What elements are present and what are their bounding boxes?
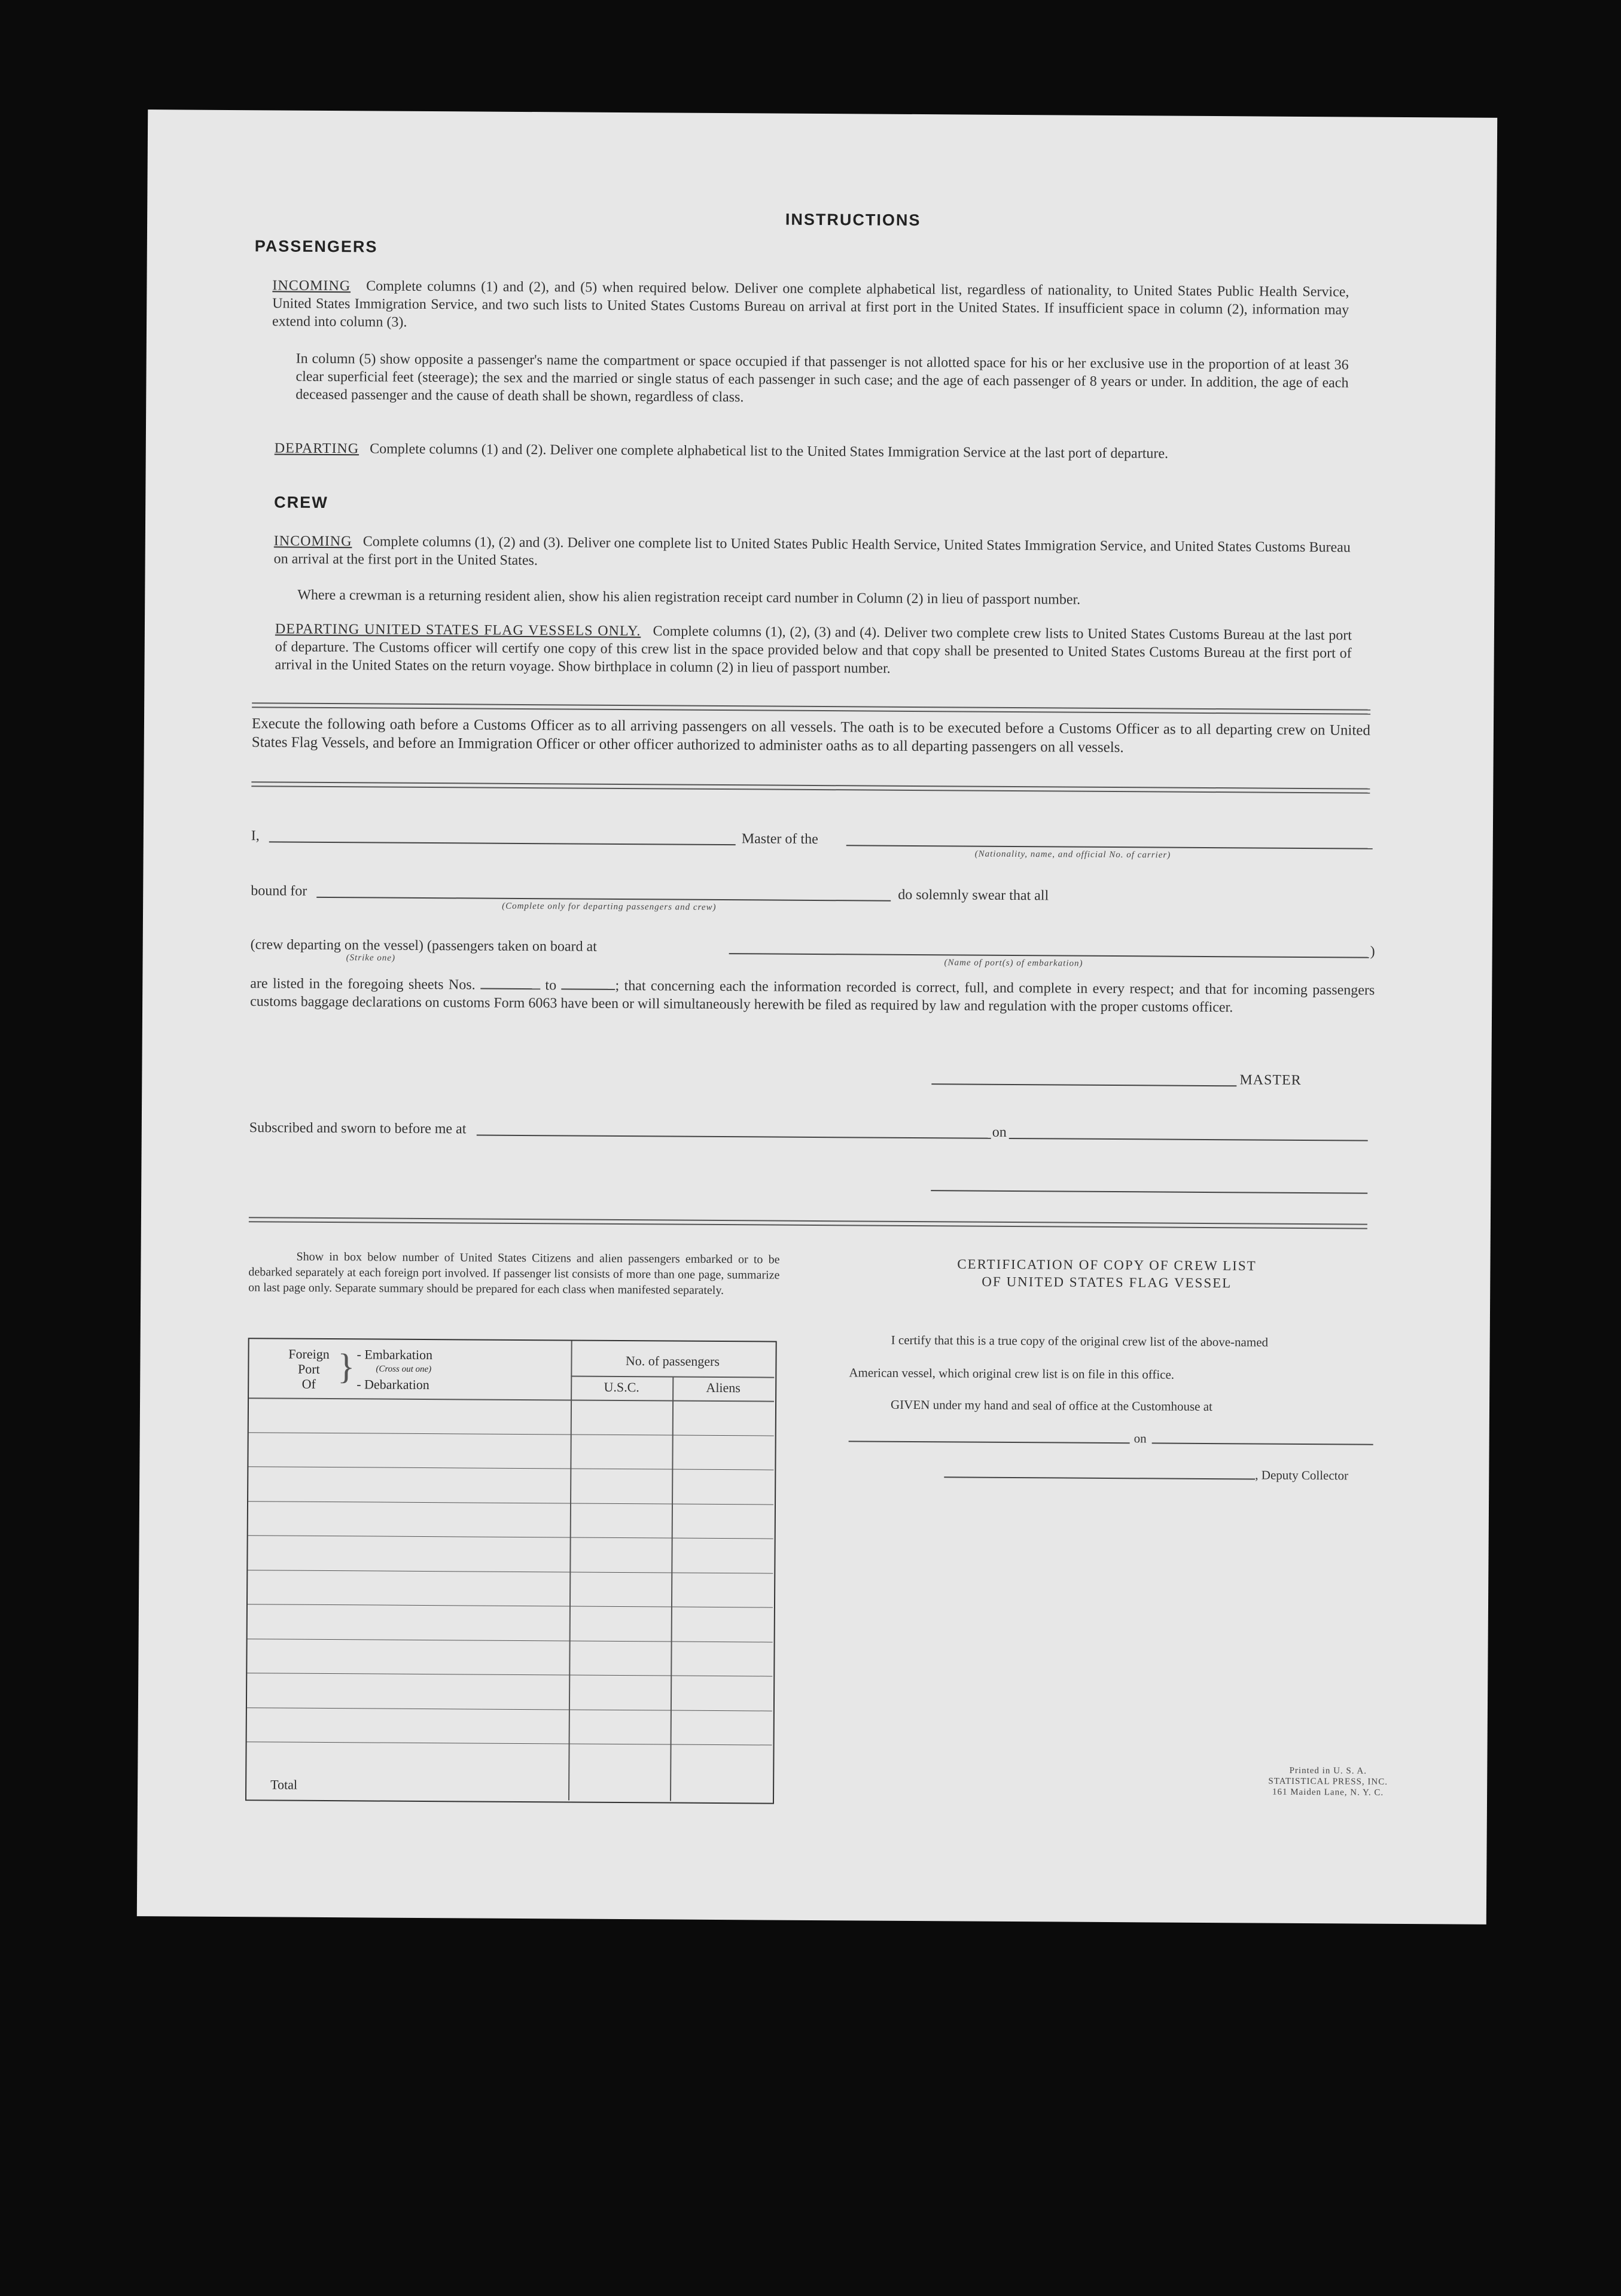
flag-vessels-paragraph: [275, 620, 1352, 680]
table-row-line: [248, 1604, 773, 1607]
printer-imprint: Printed in U. S. A. STATISTICAL PRESS, INC. 161 Maiden Lane, N. Y. C.: [1268, 1765, 1388, 1798]
crew-incoming-text: Complete columns (1), (2) and (3). Deliver one complete list to United States Public Health Service, United States Immigration Service, and United States Customs Bureau on arrival at the first port in the United States.: [273, 534, 1351, 569]
table-row-line: [248, 1570, 773, 1573]
oath-intro: Execute the following oath before a Customs Officer as to all arriving passengers on all vessels. The oath is to be executed before a Customs Officer as to all departing crew on United States Flag Vessels, and before an Immigration Officer or other officer authorized to administer oaths as to all departing passengers on all vessels.: [251, 715, 1371, 756]
table-row-line: [247, 1673, 772, 1676]
instructions-title: INSTRUCTIONS: [785, 210, 921, 230]
crew-heading: CREW: [274, 493, 328, 511]
divider-double: [249, 1217, 1367, 1229]
given-text: GIVEN under my hand and seal of office at the Customhouse at: [890, 1397, 1212, 1414]
listed-to: to: [545, 978, 557, 994]
incoming-text: Complete columns (1) and (2), and (5) when required below. Deliver one complete alphabetical list, regardless of nationality, to United States Public Health Service, United States Immigration Service, and two such lists to United States Customs Bureau on arrival at first port in the United States. If insufficient space in column (2), information may extend into column (3).: [272, 278, 1349, 330]
table-row-line: [248, 1639, 773, 1642]
oath-i-label: I,: [251, 828, 260, 844]
total-label: Total: [270, 1777, 298, 1792]
certify-text-2: American vessel, which original crew list is on file in this office.: [849, 1365, 1175, 1382]
divider-double: [252, 702, 1370, 714]
incoming-label: INCOMING: [272, 278, 351, 294]
table-row-line: [249, 1432, 774, 1436]
table-row-line: [247, 1741, 772, 1745]
master-of-label: Master of the: [741, 831, 818, 848]
bound-for-label: bound for: [251, 883, 307, 899]
deputy-collector-label: , Deputy Collector: [1255, 1467, 1349, 1483]
subscribed-place-field[interactable]: [477, 1135, 991, 1139]
table-row-line: [247, 1707, 772, 1711]
table-vline: [670, 1377, 674, 1801]
embarkation-port-field[interactable]: [729, 953, 1369, 958]
carrier-field[interactable]: [846, 845, 1373, 849]
close-paren: ): [1370, 943, 1375, 960]
brace-icon: }: [337, 1347, 355, 1387]
table-vline: [568, 1341, 572, 1800]
table-grid: [249, 1339, 776, 1342]
passengers-heading: PASSENGERS: [254, 237, 378, 256]
document-page: [137, 109, 1497, 1925]
aliens-header: Aliens: [706, 1380, 741, 1396]
foreign-port-of-label: Foreign Port Of: [288, 1346, 330, 1391]
listed-text-1: are listed in the foregoing sheets Nos.: [250, 976, 476, 993]
master-name-field[interactable]: [269, 841, 736, 845]
table-row-line: [248, 1466, 773, 1470]
table-row-line: [248, 1535, 773, 1539]
subscribed-on-label: on: [992, 1124, 1007, 1140]
flag-vessels-label: DEPARTING UNITED STATES FLAG VESSELS ONLY.: [275, 621, 641, 640]
swear-label: do solemnly swear that all: [898, 887, 1049, 904]
embark-debark-label: - Embarkation (Cross out one) - Debarkation: [357, 1347, 433, 1393]
passenger-departing-paragraph: [275, 439, 1348, 464]
debarkation-option[interactable]: - Debarkation: [357, 1377, 429, 1393]
departing-label: DEPARTING: [274, 440, 359, 457]
complete-only-hint: (Complete only for departing passengers and crew): [502, 901, 717, 912]
certification-title: CERTIFICATION OF COPY OF CREW LIST OF UNITED STATES FLAG VESSEL: [957, 1256, 1257, 1291]
officer-signature-field[interactable]: [931, 1190, 1367, 1193]
deputy-collector-signature-field[interactable]: [944, 1476, 1255, 1479]
master-signature-field[interactable]: [931, 1083, 1236, 1086]
listed-text-2: ; that concerning each the information recorded is correct, full, and complete in every respect; and that for incoming passengers customs baggage declarations on customs Form 6063 have been or will simultaneously herewith be filed as required by law and regulation with the proper customs officer.: [250, 978, 1375, 1016]
cert-date-field[interactable]: [1152, 1442, 1373, 1445]
sheet-to-field[interactable]: [561, 978, 615, 990]
crew-departing-label: (crew departing on the vessel) (passengers taken on board at: [250, 937, 597, 955]
flag-vessels-text: Complete columns (1), (2), (3) and (4). Deliver two complete crew lists to United States Customs Bureau at the last port of departure. The Customs officer will certify one copy of this crew list in the space provided below and that copy shall be presented to United States Customs Bureau at the first port of arrival in the United States on the return voyage. Show birthplace in column (2) in lieu of passport number.: [275, 623, 1352, 677]
sheet-from-field[interactable]: [480, 978, 540, 990]
passenger-summary-table: [245, 1338, 777, 1804]
crew-incoming-label: INCOMING: [273, 533, 352, 550]
table-row-line: [248, 1501, 773, 1505]
usc-header: U.S.C.: [604, 1379, 639, 1395]
cert-on-label: on: [1134, 1431, 1147, 1446]
embarkation-option[interactable]: - Embarkation: [357, 1347, 433, 1363]
listed-paragraph: [250, 975, 1375, 1017]
master-label: MASTER: [1239, 1072, 1302, 1088]
strike-one-hint: (Strike one): [346, 953, 396, 963]
certify-text: I certify that this is a true copy of the original crew list of the above-named: [891, 1332, 1269, 1350]
nationality-hint: (Nationality, name, and official No. of carrier): [974, 849, 1171, 860]
customhouse-field[interactable]: [849, 1441, 1130, 1444]
departing-text: Complete columns (1) and (2). Deliver one complete alphabetical list to the United States Immigration Service at the last port of departure.: [370, 441, 1169, 462]
port-hint: (Name of port(s) of embarkation): [944, 958, 1083, 969]
subscribed-label: Subscribed and sworn to before me at: [249, 1120, 467, 1137]
summary-instructions: Show in box below number of United States Citizens and alien passengers embarked or to be debarked separately at each foreign port involved. If passenger list consists of more than one page, summarize on last page only. Separate summary should be prepared for each class when manifested separately.: [248, 1250, 780, 1298]
divider-double: [251, 781, 1370, 793]
bound-for-field[interactable]: [316, 897, 891, 902]
column5-paragraph: In column (5) show opposite a passenger's name the compartment or space occupied if that passenger is not allotted space for his or her exclusive use in the proportion of at least 36 clear superficial feet (steerage); the sex and the married or single status of each passenger in such case; and the age of each passenger of 8 years or under. In addition, the age of each deceased passenger and the cause of death shall be shown, regardless of class.: [295, 351, 1349, 406]
table-hline: [249, 1397, 774, 1402]
passenger-incoming-paragraph: [272, 276, 1349, 337]
no-of-passengers-header: No. of passengers: [625, 1353, 720, 1369]
subscribed-date-field[interactable]: [1009, 1138, 1368, 1141]
crew-incoming-paragraph: [274, 532, 1351, 574]
crew-resident-paragraph: Where a crewman is a returning resident alien, show his alien registration receipt card number in Column (2) in lieu of passport number.: [297, 587, 1081, 608]
